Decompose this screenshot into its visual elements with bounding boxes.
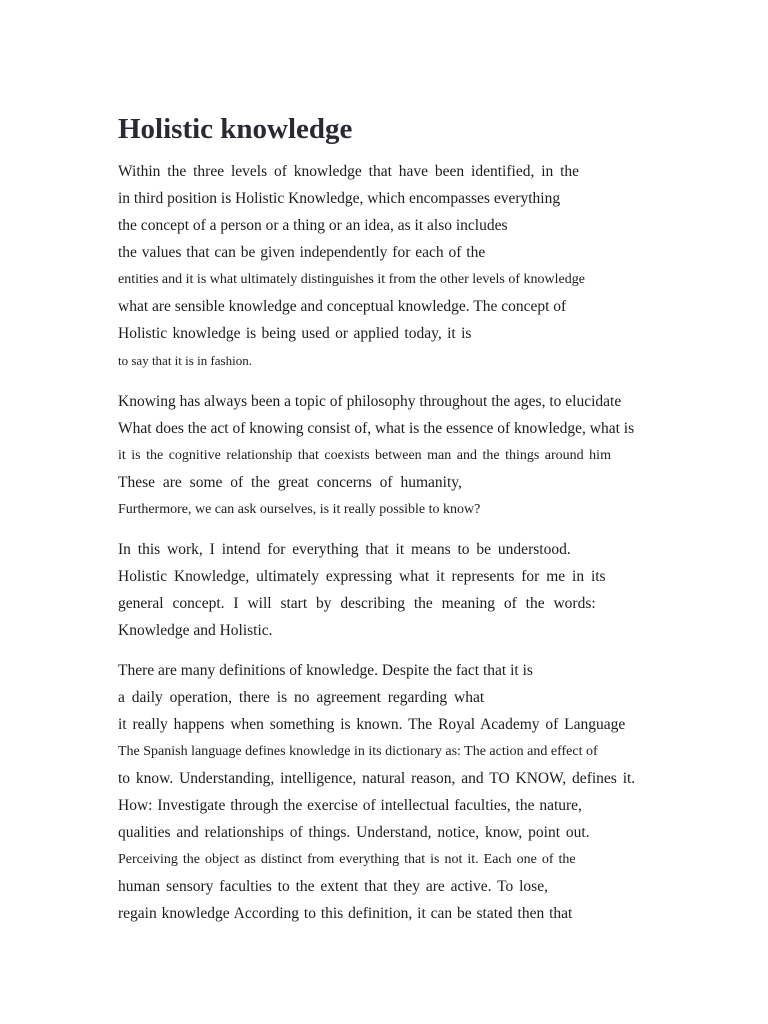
- paragraph-4-line-5: to know. Understanding, intelligence, natural reason, and TO KNOW, defines it.: [118, 770, 636, 787]
- paragraph-4-line-1: There are many definitions of knowledge. Despite the fact that it is: [118, 662, 533, 679]
- paragraph-1-line-2: in third position is Holistic Knowledge, which encompasses everything: [118, 190, 561, 207]
- paragraph-4-line-9: human sensory faculties to the extent that they are active. To lose,: [118, 878, 548, 895]
- paragraph-1-line-1: Within the three levels of knowledge that have been identified, in the: [118, 163, 580, 180]
- paragraph-3-line-3: general concept. I will start by describing the meaning of the words:: [118, 595, 596, 612]
- paragraph-1-line-5: entities and it is what ultimately distinguishes it from the other levels of knowledge: [118, 272, 585, 287]
- paragraph-4-line-4: The Spanish language defines knowledge in its dictionary as: The action and effect of: [118, 744, 598, 759]
- paragraph-3-line-1: In this work, I intend for everything that it means to be understood.: [118, 541, 571, 558]
- paragraph-2-line-4: These are some of the great concerns of humanity,: [118, 474, 462, 491]
- paragraph-2-line-5: Furthermore, we can ask ourselves, is it really possible to know?: [118, 502, 481, 517]
- paragraph-2-line-2: What does the act of knowing consist of, what is the essence of knowledge, what is: [118, 420, 635, 437]
- document-title: Holistic knowledge: [118, 113, 353, 145]
- paragraph-1-line-4: the values that can be given independently for each of the: [118, 244, 486, 261]
- paragraph-4-line-6: How: Investigate through the exercise of intellectual faculties, the nature,: [118, 797, 582, 814]
- paragraph-2-line-3: it is the cognitive relationship that coexists between man and the things around him: [118, 448, 611, 463]
- paragraph-4-line-10: regain knowledge According to this definition, it can be stated then that: [118, 905, 573, 922]
- paragraph-4-line-7: qualities and relationships of things. Understand, notice, know, point out.: [118, 824, 590, 841]
- paragraph-4-line-3: it really happens when something is known. The Royal Academy of Language: [118, 716, 626, 733]
- paragraph-4-line-2: a daily operation, there is no agreement regarding what: [118, 689, 485, 706]
- paragraph-3-line-4: Knowledge and Holistic.: [118, 622, 273, 639]
- paragraph-1-line-7: Holistic knowledge is being used or applied today, it is: [118, 325, 472, 342]
- paragraph-1-line-8: to say that it is in fashion.: [118, 353, 252, 368]
- paragraph-1-line-6: what are sensible knowledge and conceptual knowledge. The concept of: [118, 298, 567, 315]
- paragraph-1-line-3: the concept of a person or a thing or an idea, as it also includes: [118, 217, 508, 234]
- paragraph-2-line-1: Knowing has always been a topic of philosophy throughout the ages, to elucidate: [118, 393, 622, 410]
- paragraph-4-line-8: Perceiving the object as distinct from everything that is not it. Each one of the: [118, 852, 576, 867]
- paragraph-3-line-2: Holistic Knowledge, ultimately expressing what it represents for me in its: [118, 568, 606, 585]
